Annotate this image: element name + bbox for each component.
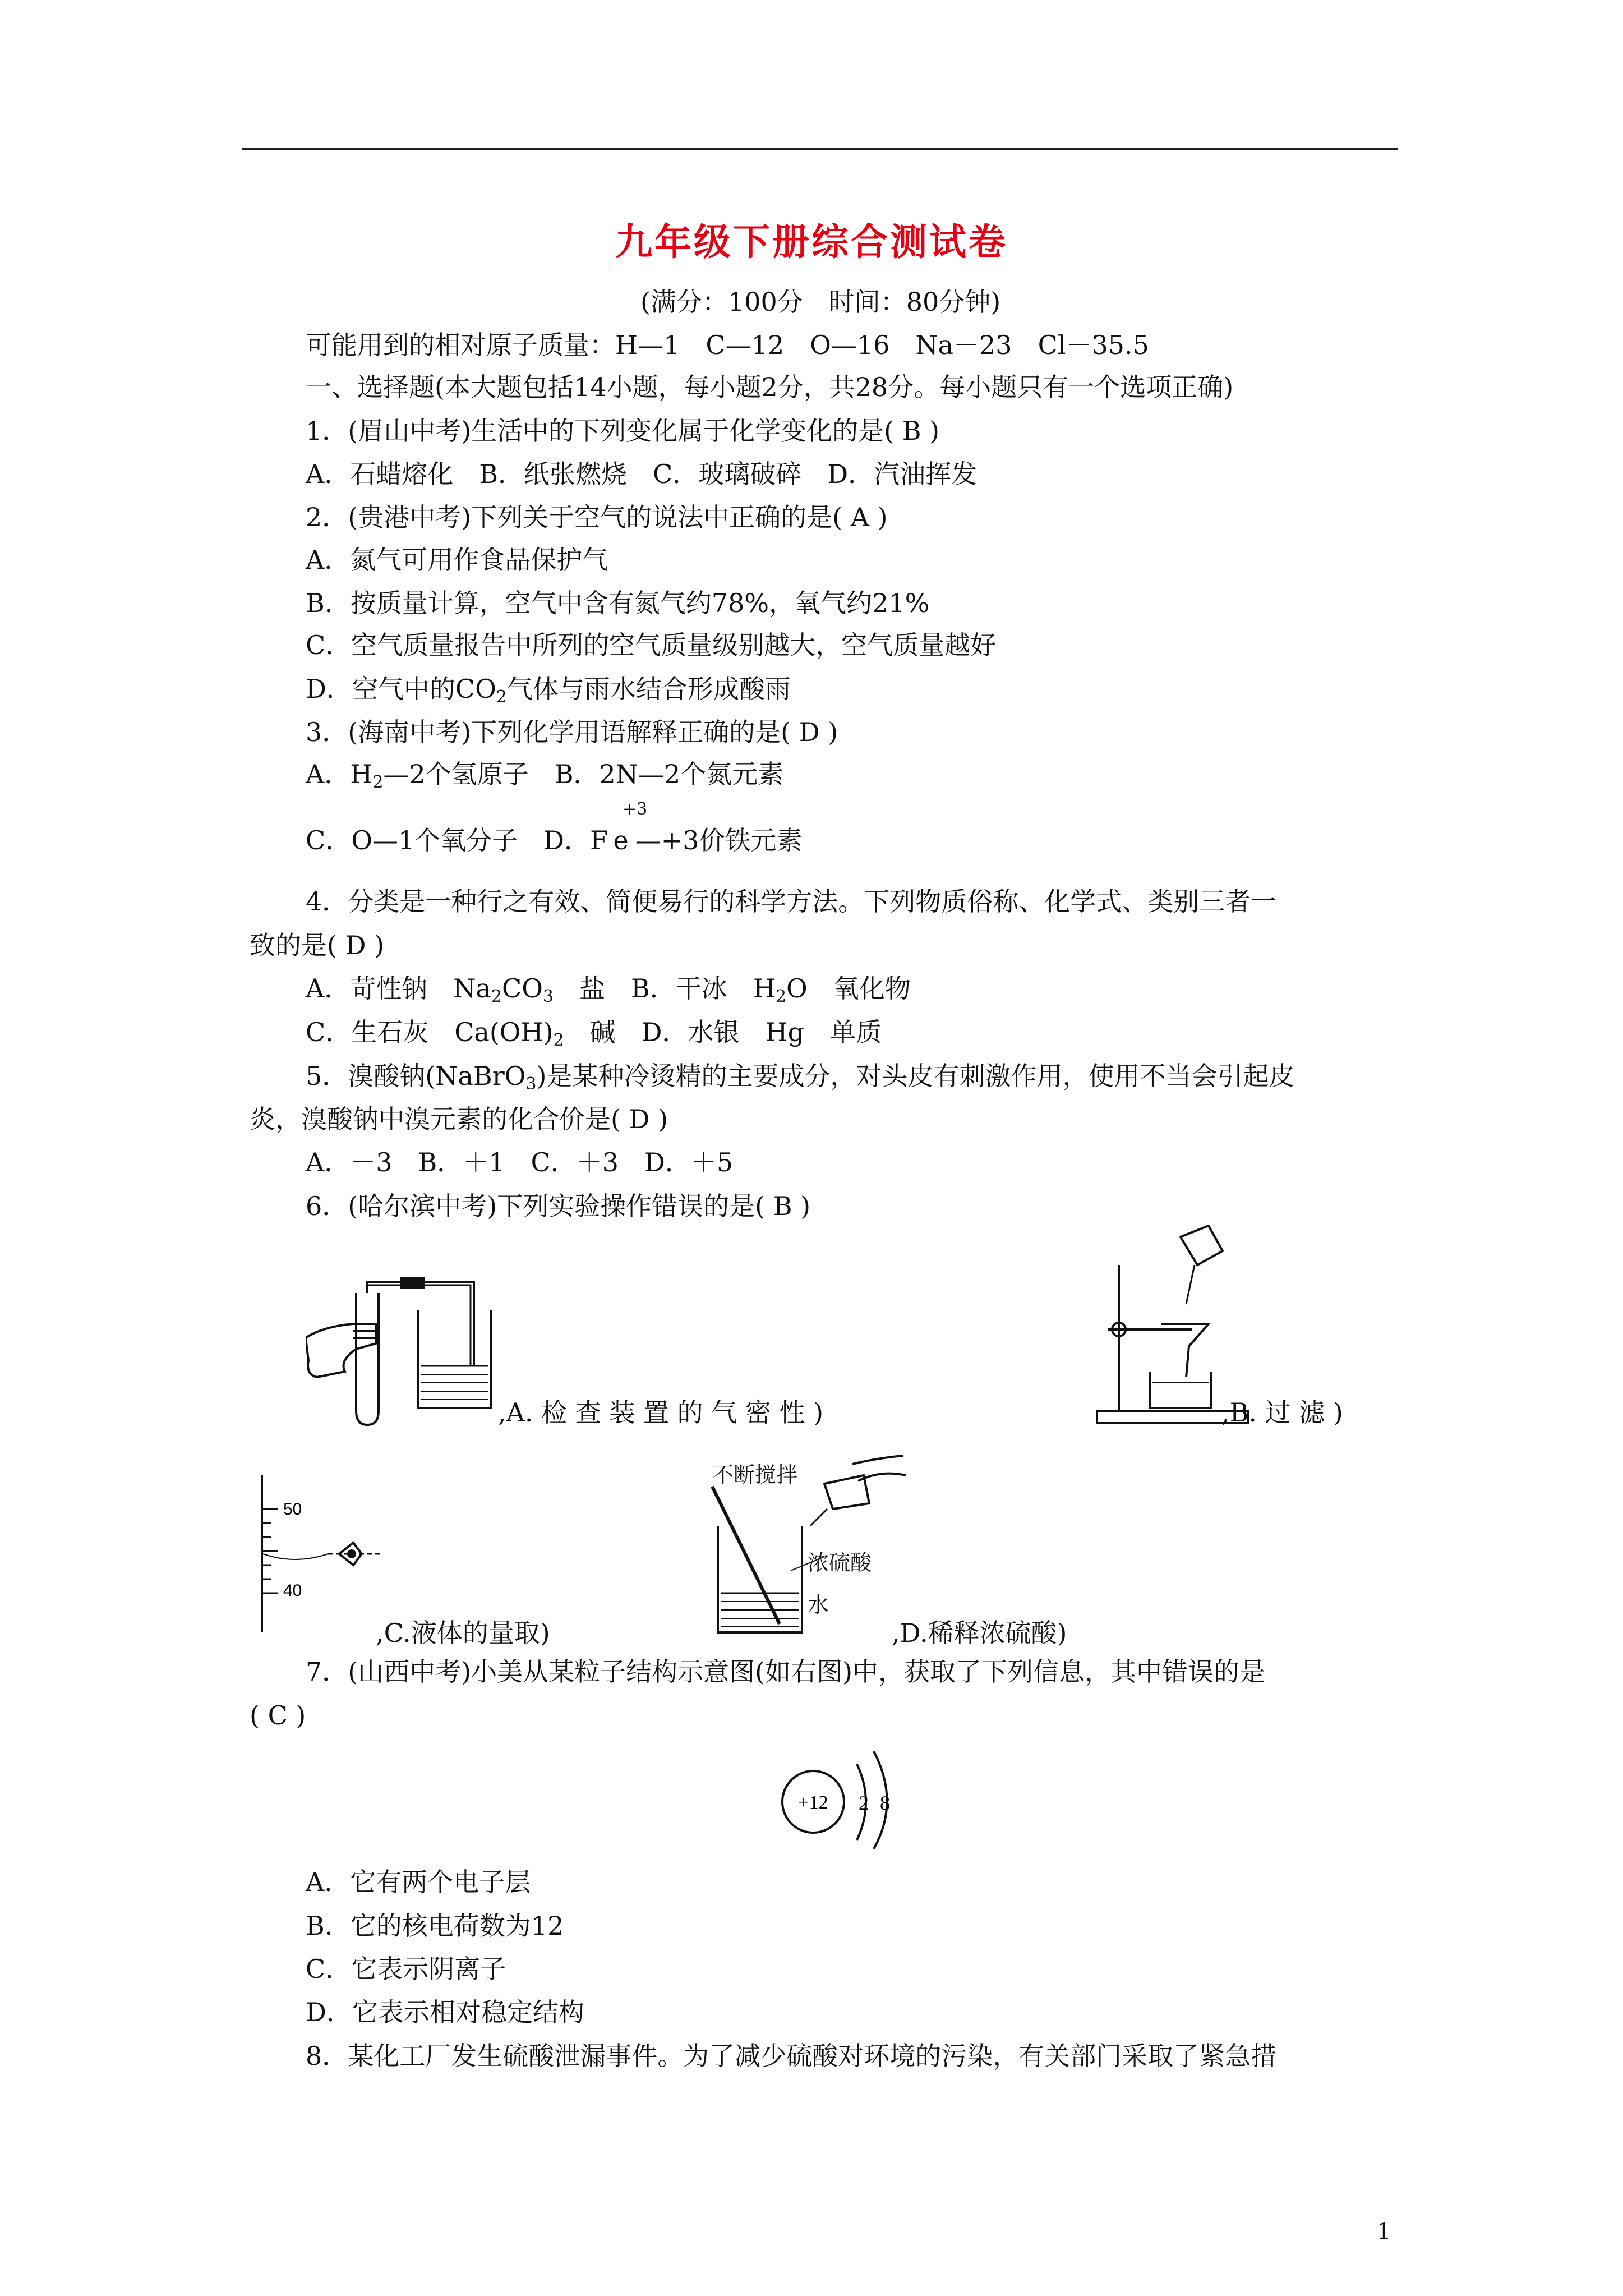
q2-option-d: D．空气中的$CO_2$气体与雨水结合形成酸雨 [306,674,791,707]
q7-stem-line1: 7．(山西中考)小美从某粒子结构示意图(如右图)中，获取了下列信息，其中错误的是 [306,1657,1266,1687]
caption-c: ,C.液体的量取) [376,1618,550,1648]
q3-stem: 3．(海南中考)下列化学用语解释正确的是( D ) [306,717,838,747]
q2-stem: 2．(贵港中考)下列关于空气的说法中正确的是( A ) [306,502,888,532]
q5-options: A．－3 B．＋1 C．＋3 D．＋5 [306,1147,734,1177]
q1-stem: 1．(眉山中考)生活中的下列变化属于化学变化的是( B ) [306,416,940,446]
figure-cylinder-reading [255,1470,384,1638]
page-title: 九年级下册综合测试卷 [615,220,1008,264]
q4-stem-line2: 致的是( D ) [250,930,385,960]
q7-option-d: D．它表示相对稳定结构 [306,1997,584,2027]
q3-options-ab: A．$H_2—2$个氢原子 B．2N—2个氮元素 [306,759,784,792]
caption-b: ,B. 过 滤 ) [1221,1397,1343,1428]
q5-stem-line1: 5．溴酸钠(NaBrO$_3$)是某种冷烫精的主要成分，对头皮有刺激作用，使用不当会引起皮 [306,1061,1295,1094]
label-conc-acid: 浓硫酸 [808,1550,872,1575]
q7-stem-line2: ( C ) [250,1700,306,1731]
q6-stem: 6．(哈尔滨中考)下列实验操作错误的是( B ) [306,1191,811,1221]
caption-d: ,D.稀释浓硫酸) [892,1618,1067,1648]
figure-particle-structure [774,1739,920,1851]
header-rule [242,148,1398,150]
q4-stem-line1: 4．分类是一种行之有效、简便易行的科学方法。下列物质俗称、化学式、类别三者一 [306,886,1277,917]
q7-option-b: B．它的核电荷数为12 [306,1911,564,1941]
atomic-mass: 可能用到的相对原子质量：H—1 C—12 O—16 Na－23 Cl－35.5 [306,330,1149,360]
q2-option-b: B．按质量计算，空气中含有氮气约78%，氧气约21% [306,588,930,618]
label-water: 水 [808,1593,829,1617]
page-number: 1 [1377,2219,1391,2244]
nucleus-charge: +12 [798,1792,828,1813]
q8-stem: 8．某化工厂发生硫酸泄漏事件。为了减少硫酸对环境的污染，有关部门采取了紧急措 [306,2041,1277,2071]
cylinder-mark-40: 40 [283,1581,302,1600]
q2-option-c: C．空气质量报告中所列的空气质量级别越大，空气质量越好 [306,630,997,660]
q3-valence-superscript: +3 [623,799,648,819]
q7-option-a: A．它有两个电子层 [306,1867,531,1897]
caption-a: ,A. 检 查 装 置 的 气 密 性 ) [498,1397,824,1428]
q5-stem-line2: 炎，溴酸钠中溴元素的化合价是( D ) [250,1104,668,1134]
shell-2-electrons: 8 [880,1792,890,1814]
shell-1-electrons: 2 [859,1792,869,1814]
q1-options: A．石蜡熔化 B．纸张燃烧 C．玻璃破碎 D．汽油挥发 [306,459,978,489]
figure-airtightness-check [306,1271,496,1433]
q3-options-cd: C．O—1个氧分子 D．Fe—+3价铁元素 [306,825,803,855]
section-heading: 一、选择题(本大题包括14小题，每小题2分，共28分。每小题只有一个选项正确) [306,372,1234,402]
label-stir: 不断搅拌 [712,1462,798,1487]
q2-option-a: A．氮气可用作食品保护气 [306,545,608,575]
cylinder-mark-50: 50 [283,1500,302,1519]
subtitle: (满分：100分 时间：80分钟) [640,287,1001,317]
q7-option-c: C．它表示阴离子 [306,1954,506,1984]
q4-options-ab: A．苛性钠 $Na_2CO_3$ 盐 B．干冰 $H_2O$ 氧化物 [306,973,911,1006]
q4-options-cd: C．生石灰 $Ca(OH)_2$ 碱 D．水银 Hg 单质 [306,1017,882,1050]
